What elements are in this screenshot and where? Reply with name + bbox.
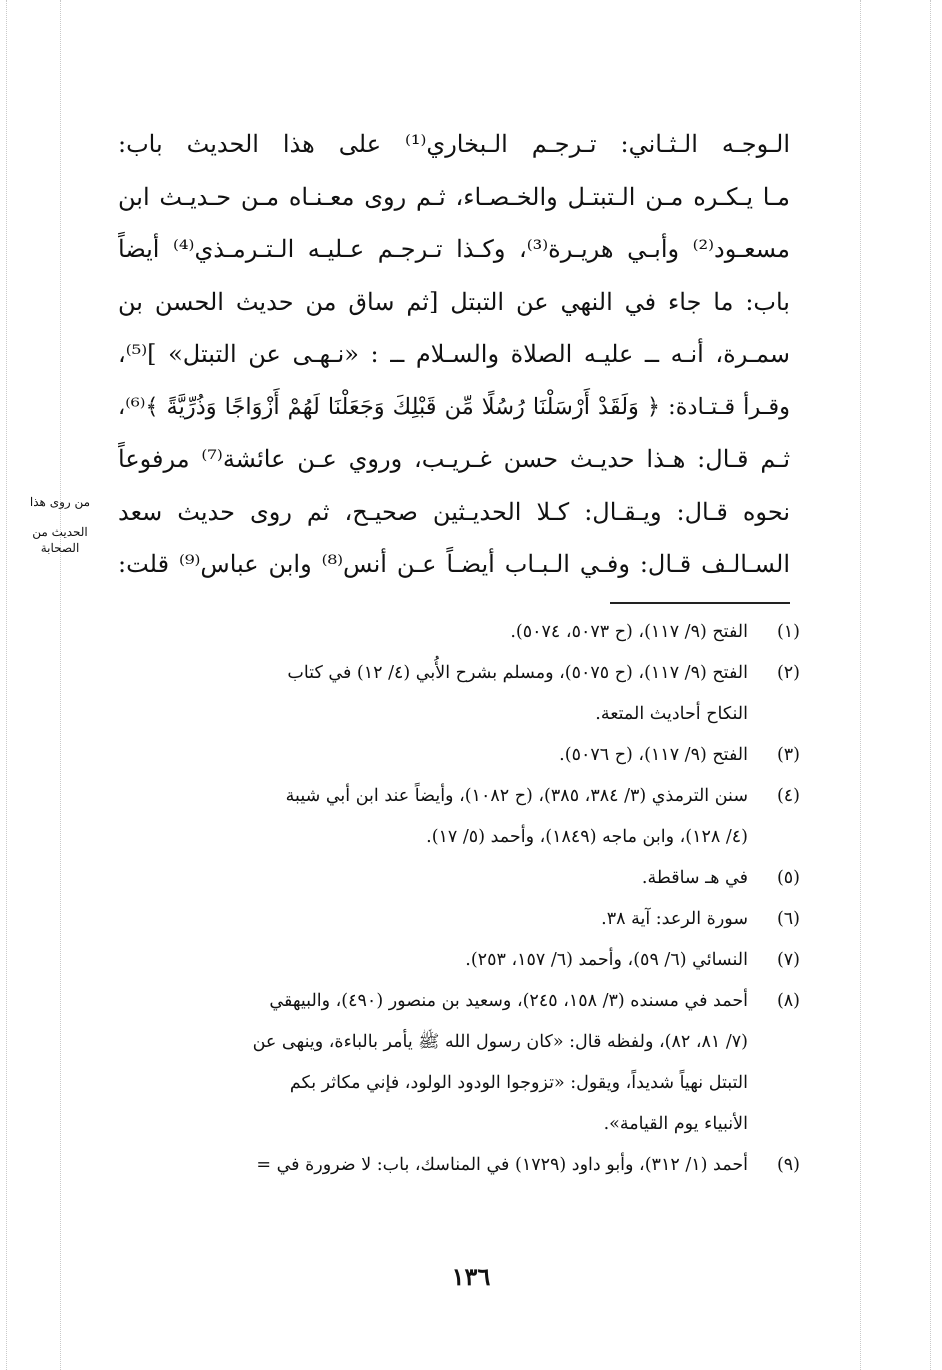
footnotes-block bbox=[100, 612, 800, 1186]
main-text-line: السـالـف قـال: وفـي الـبـاب أيضـاً عـن أنس⁽⁸⁾ وابن عباس⁽⁹⁾ قلت: bbox=[118, 550, 790, 578]
main-text-line: سمـرة، أنـه ــ عليـه الصلاة والسـلام ــ : «نـهـى عن التبتل» ]⁽⁵⁾، bbox=[118, 340, 790, 368]
footnote-5 bbox=[100, 858, 800, 899]
scan-dotted-line-right bbox=[930, 0, 931, 1370]
footnote-text: الفتح (٩/ ١١٧)، (ح ٥٠٧٦). bbox=[559, 745, 748, 765]
main-text-line: نحوه قـال: ويـقـال: كـلا الحديـثين صحيـح، ثم روى حديث سعد bbox=[118, 497, 790, 526]
footnote-text: النكاح أحاديث المتعة. bbox=[595, 704, 748, 724]
footnote-text: الفتح (٩/ ١١٧)، (ح ٥٠٧٣، ٥٠٧٤). bbox=[510, 622, 748, 642]
margin-note-line: الحديث من bbox=[32, 525, 88, 539]
footnote-8 bbox=[100, 981, 800, 1145]
footnote-number: (٣) bbox=[776, 745, 800, 765]
footnote-2 bbox=[100, 653, 800, 735]
footnote-9 bbox=[100, 1145, 800, 1186]
footnote-text: في هـ ساقطة. bbox=[641, 868, 748, 888]
footnote-number: (٢) bbox=[776, 663, 800, 683]
footnote-number: (٤) bbox=[776, 786, 800, 806]
scan-dotted-line-left bbox=[6, 0, 7, 1370]
footnote-1 bbox=[100, 612, 800, 653]
footnote-number: (١) bbox=[776, 622, 800, 642]
footnote-text: الفتح (٩/ ١١٧)، (ح ٥٠٧٥)، ومسلم بشرح الأُبي (٤/ ١٢) في كتاب bbox=[287, 663, 748, 683]
main-text-line: مسعـود⁽²⁾ وأبـي هريـرة⁽³⁾، وكـذا تـرجـم عـليـه الـتـرمـذي⁽⁴⁾ أيضاً bbox=[118, 235, 790, 263]
margin-note-line: الصحابة bbox=[40, 541, 80, 555]
quran-verse-line: وقـرأ قـتـادة: ﴿ وَلَقَدْ أَرْسَلْنَا رُسُلًا مِّن قَبْلِكَ وَجَعَلْنَا لَهُمْ أَزْوَاجًا وَذُرِّيَّةً ﴾⁽⁶⁾، bbox=[118, 393, 790, 420]
footnote-7 bbox=[100, 940, 800, 981]
footnote-3 bbox=[100, 735, 800, 776]
footnote-text: (٤/ ١٢٨)، وابن ماجه (١٨٤٩)، وأحمد (٥/ ١٧). bbox=[426, 827, 748, 847]
footnote-text: سورة الرعد: آية ٣٨. bbox=[601, 909, 748, 929]
margin-note bbox=[4, 494, 116, 556]
footnote-text: التبتل نهياً شديداً، ويقول: «تزوجوا الودود الولود، فإني مكاثر بكم bbox=[289, 1073, 748, 1093]
footnote-text: أحمد (١/ ٣١٢)، وأبو داود (١٧٢٩) في المناسك، باب: لا ضرورة في = bbox=[256, 1155, 748, 1175]
scan-dotted-line-right-inner bbox=[860, 0, 861, 1370]
footnote-text: سنن الترمذي (٣/ ٣٨٤، ٣٨٥)، (ح ١٠٨٢)، وأيضاً عند ابن أبي شيبة bbox=[285, 786, 748, 806]
footnote-text: أحمد في مسنده (٣/ ١٥٨، ٢٤٥)، وسعيد بن منصور (٤٩٠)، والبيهقي bbox=[269, 991, 748, 1011]
footnote-number: (٥) bbox=[776, 868, 800, 888]
footnote-6 bbox=[100, 899, 800, 940]
footnote-text: الأنبياء يوم القيامة». bbox=[603, 1114, 748, 1134]
main-text-line: مـا يـكـره مـن الـتبتـل والخـصـاء، ثـم روى معـنـاه مـن حـديـث ابن bbox=[118, 182, 790, 211]
main-text-line: الـوجـه الـثـاني: تـرجـم الـبخاري⁽¹⁾ على هذا الحديث باب: bbox=[118, 130, 790, 158]
main-text-line: ثـم قـال: هـذا حديـث حسن غـريـب، وروي عـن عائشة⁽⁷⁾ مرفوعاً bbox=[118, 445, 790, 473]
main-text-line: باب: ما جاء في النهي عن التبتل [ثم ساق من حديث الحسن بن bbox=[118, 287, 790, 316]
footnote-4 bbox=[100, 776, 800, 858]
footnote-separator bbox=[610, 602, 790, 604]
footnote-text: (٧/ ٨١، ٨٢)، ولفظه قال: «كان رسول الله ﷺ يأمر بالباءة، وينهى عن bbox=[252, 1032, 748, 1052]
footnote-number: (٨) bbox=[776, 991, 800, 1011]
page-number: ١٣٦ bbox=[451, 1262, 491, 1291]
margin-note-line: من روى هذا bbox=[29, 495, 91, 509]
footnote-number: (٧) bbox=[776, 950, 800, 970]
scan-dotted-line-left-inner bbox=[60, 0, 61, 1370]
footnote-number: (٦) bbox=[776, 909, 800, 929]
main-text-block bbox=[118, 118, 790, 591]
footnote-number: (٩) bbox=[776, 1155, 800, 1175]
footnote-text: النسائي (٦/ ٥٩)، وأحمد (٦/ ١٥٧، ٢٥٣). bbox=[465, 950, 748, 970]
